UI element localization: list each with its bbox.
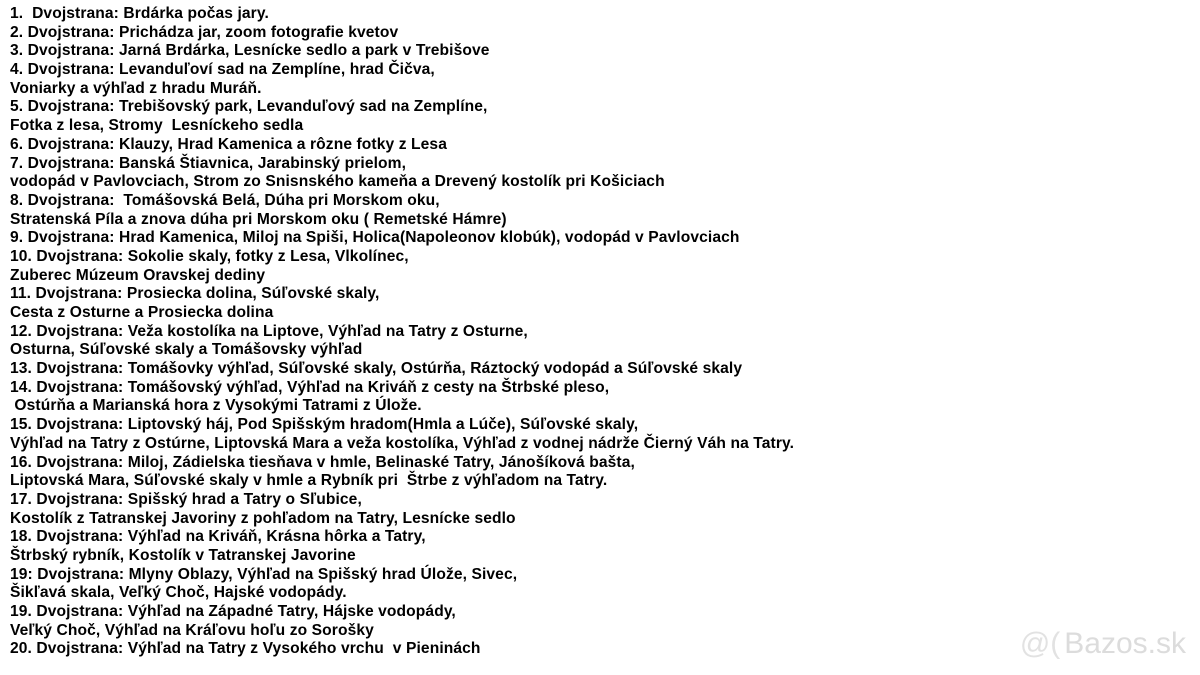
- text-line: vodopád v Pavlovciach, Strom zo Snisnského kameňa a Drevený kostolík pri Košiciach: [10, 173, 665, 191]
- text-line: Veľký Choč, Výhľad na Kráľovu hoľu zo Sorošky: [10, 621, 374, 639]
- text-line: 16. Dvojstrana: Miloj, Zádielska tiesňava v hmle, Belinaské Tatry, Jánošíková bašta,: [10, 453, 635, 471]
- text-line: Zuberec Múzeum Oravskej dediny: [10, 266, 266, 284]
- text-line: Šikľavá skala, Veľký Choč, Hajské vodopády.: [10, 584, 347, 602]
- text-line: 17. Dvojstrana: Spišský hrad a Tatry o Sľubice,: [10, 490, 362, 508]
- text-line: Cesta z Osturne a Prosiecka dolina: [10, 304, 274, 321]
- text-line: 19. Dvojstrana: Výhľad na Západné Tatry, Hájske vodopády,: [10, 603, 456, 620]
- document-text: [10, 5, 1160, 659]
- text-line: Fotka z lesa, Stromy Lesníckeho sedla: [10, 117, 304, 135]
- text-line: 20. Dvojstrana: Výhľad na Tatry z Vysokého vrchu v Pieninách: [10, 640, 481, 658]
- text-line: 3. Dvojstrana: Jarná Brdárka, Lesnícke sedlo a park v Trebišove: [10, 42, 490, 60]
- text-line: 5. Dvojstrana: Trebišovský park, Levanduľový sad na Zemplíne,: [10, 98, 488, 116]
- text-line: 15. Dvojstrana: Liptovský háj, Pod Spišským hradom(Hmla a Lúče), Súľovské skaly,: [10, 416, 639, 434]
- text-line: Osturna, Súľovské skaly a Tomášovsky výhľad: [10, 341, 363, 359]
- text-line: 18. Dvojstrana: Výhľad na Kriváň, Krásna hôrka a Tatry,: [10, 528, 426, 546]
- text-line: 8. Dvojstrana: Tomášovská Belá, Dúha pri Morskom oku,: [10, 191, 440, 209]
- text-line: 9. Dvojstrana: Hrad Kamenica, Miloj na Spiši, Holica(Napoleonov klobúk), vodopád v Pavlovciach: [10, 229, 740, 247]
- text-line: 11. Dvojstrana: Prosiecka dolina, Súľovské skaly,: [10, 285, 380, 303]
- text-line: Voniarky a výhľad z hradu Muráň.: [10, 79, 262, 97]
- bazos-logo-icon: @(: [1019, 627, 1061, 660]
- text-line: 10. Dvojstrana: Sokolie skaly, fotky z Lesa, Vlkolínec,: [10, 247, 409, 265]
- text-line: Výhľad na Tatry z Ostúrne, Liptovská Mara a veža kostolíka, Výhľad z vodnej nádrže Čierný Váh na Tatry.: [10, 434, 795, 452]
- text-line: 2. Dvojstrana: Prichádza jar, zoom fotografie kvetov: [10, 23, 399, 41]
- text-line: 19: Dvojstrana: Mlyny Oblazy, Výhľad na Spišský hrad Úlože, Sivec,: [10, 565, 518, 583]
- bazos-watermark: [1020, 627, 1186, 661]
- text-line: Ostúrňa a Marianská hora z Vysokými Tatrami z Úlože.: [10, 397, 422, 415]
- text-line: 14. Dvojstrana: Tomášovský výhľad, Výhľad na Kriváň z cesty na Štrbské pleso,: [10, 378, 610, 396]
- text-line: 6. Dvojstrana: Klauzy, Hrad Kamenica a rôzne fotky z Lesa: [10, 135, 447, 153]
- text-line: Štrbský rybník, Kostolík v Tatranskej Javorine: [10, 546, 356, 564]
- text-line: 12. Dvojstrana: Veža kostolíka na Liptove, Výhľad na Tatry z Osturne,: [10, 322, 528, 340]
- text-line: Stratenská Píla a znova dúha pri Morskom oku ( Remetské Hámre): [10, 210, 507, 228]
- text-line: Kostolík z Tatranskej Javoriny z pohľadom na Tatry, Lesnícke sedlo: [10, 509, 516, 527]
- text-line: 4. Dvojstrana: Levanduľoví sad na Zemplíne, hrad Čičva,: [10, 61, 435, 79]
- watermark-text: Bazos.sk: [1064, 627, 1186, 660]
- text-line: Liptovská Mara, Súľovské skaly v hmle a Rybník pri Štrbe z výhľadom na Tatry.: [10, 472, 608, 490]
- text-line: 13. Dvojstrana: Tomášovky výhľad, Súľovské skaly, Ostúrňa, Ráztocký vodopád a Súľovské skaly: [10, 360, 743, 378]
- text-line: 1. Dvojstrana: Brdárka počas jary.: [10, 5, 269, 22]
- text-line: 7. Dvojstrana: Banská Štiavnica, Jarabinský prielom,: [10, 154, 407, 172]
